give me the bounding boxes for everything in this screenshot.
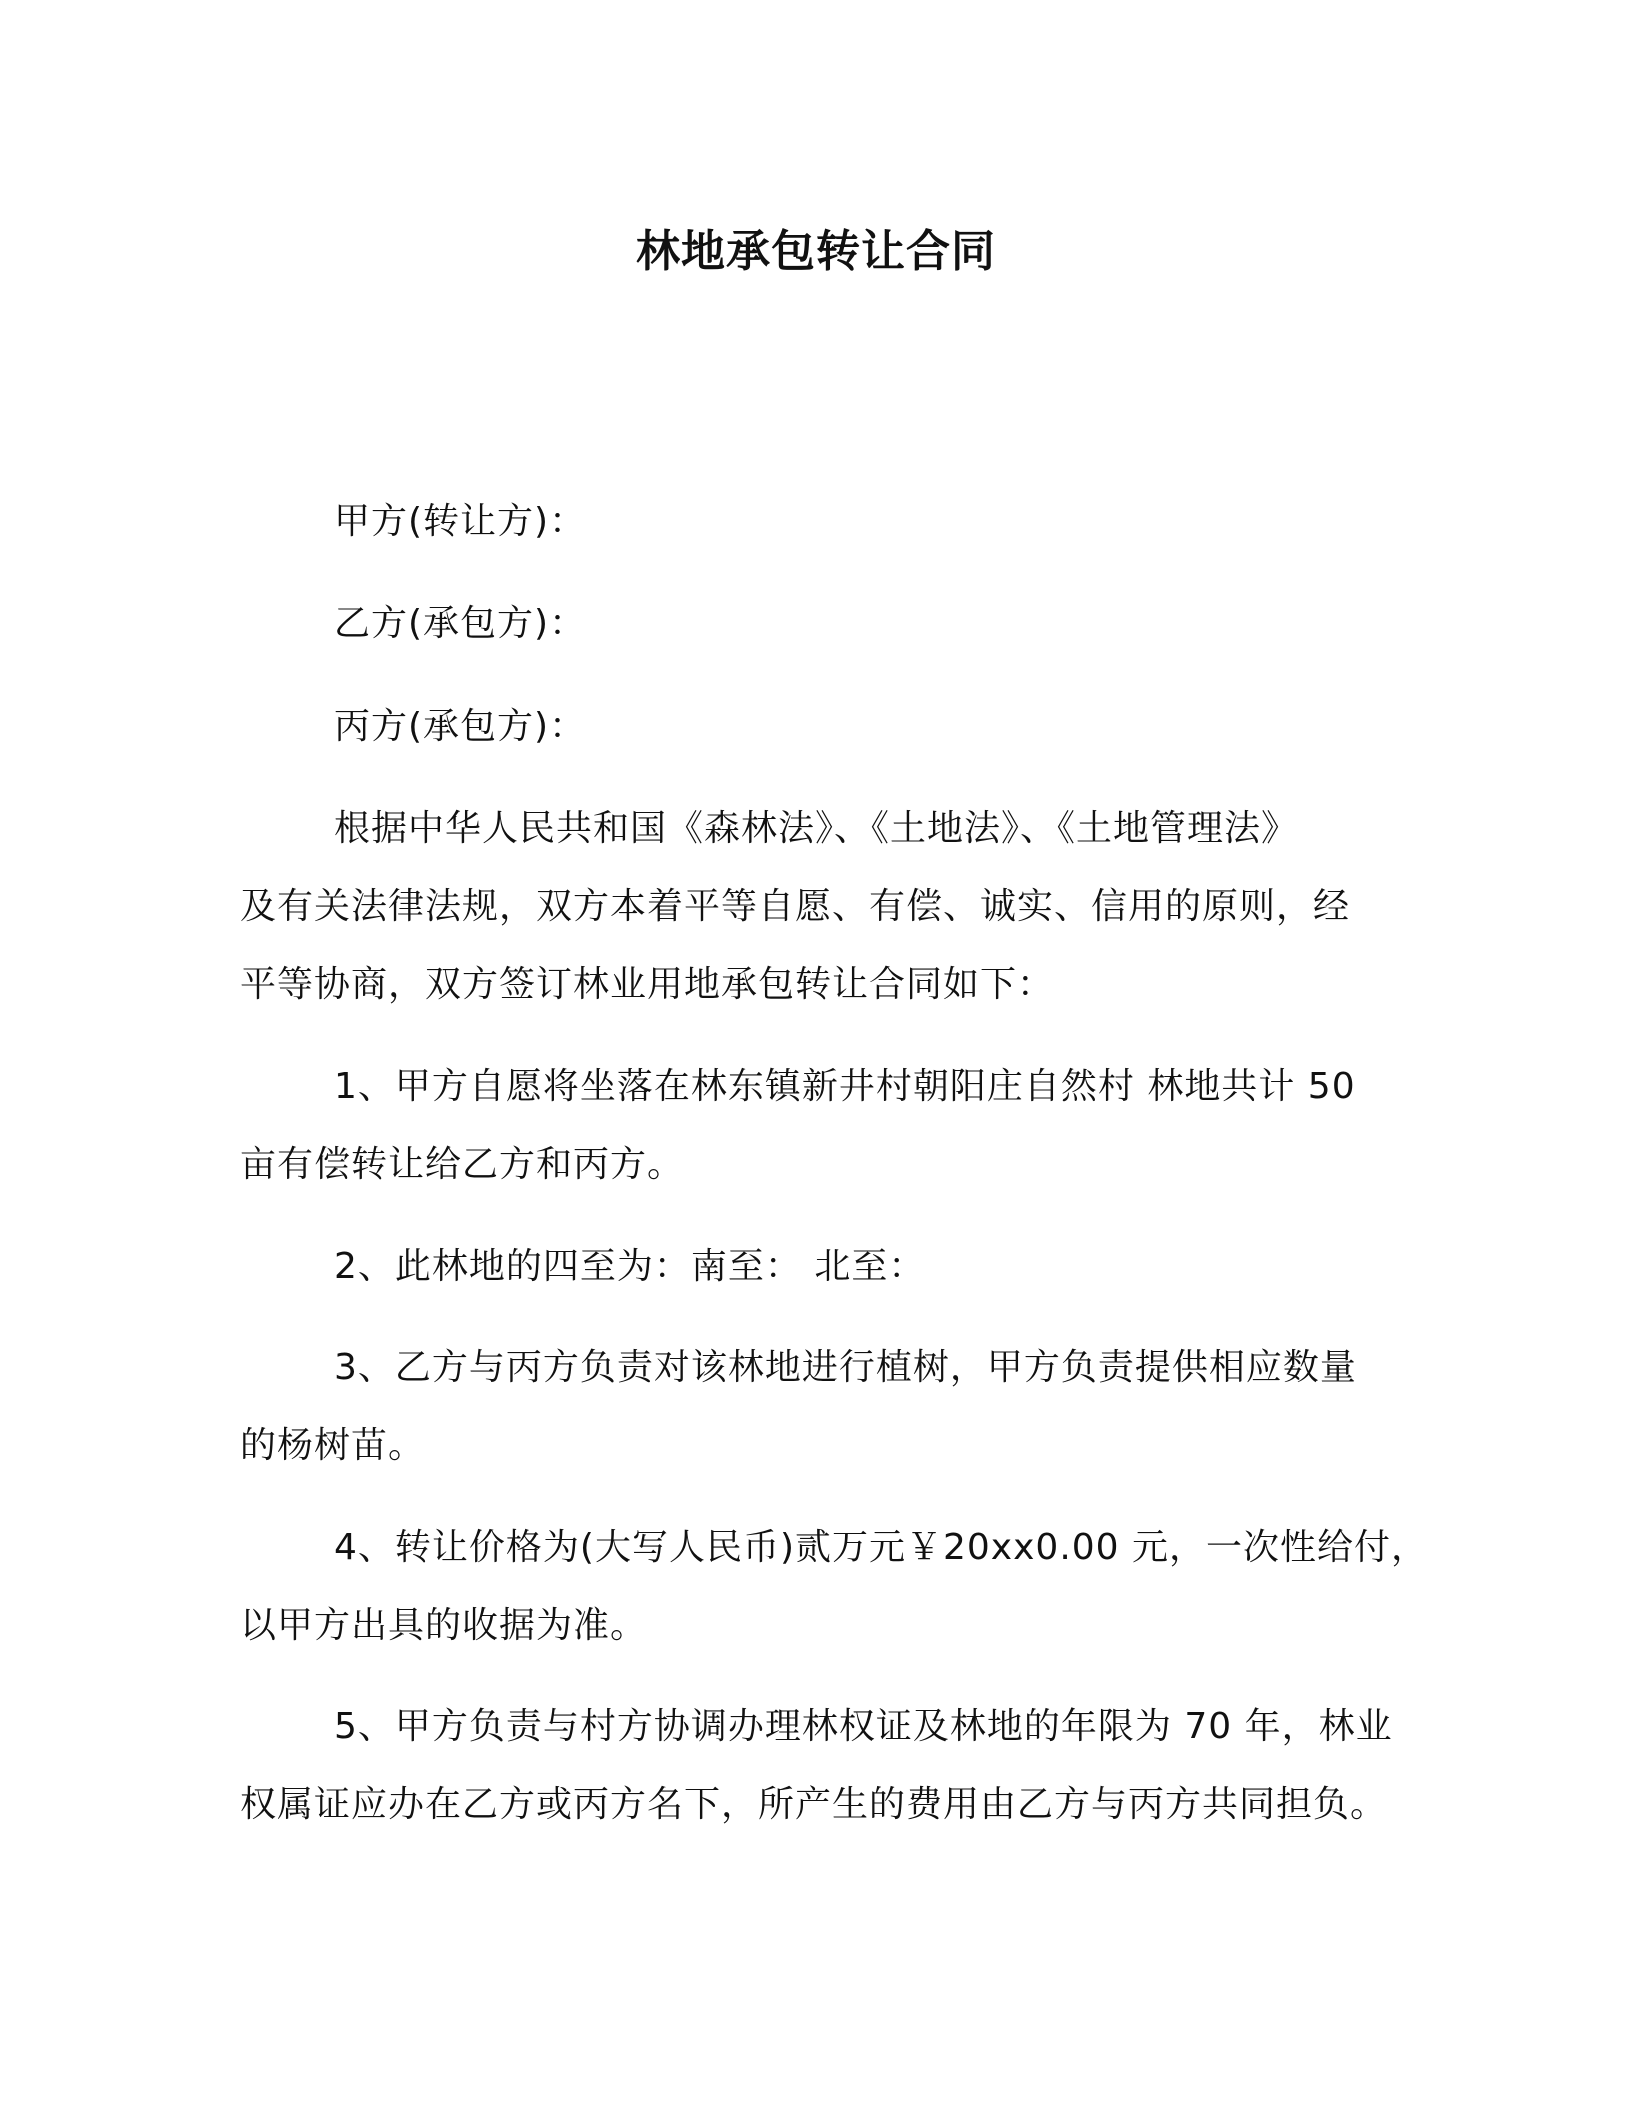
preamble-line: 根据中华人民共和国《森林法》、《土地法》、《土地管理法》 bbox=[334, 808, 1299, 849]
clause-5 bbox=[240, 1688, 1400, 1844]
document-title: 林地承包转让合同 bbox=[636, 226, 996, 277]
clause-3 bbox=[240, 1329, 1400, 1485]
clause-line: 5、甲方负责与村方协调办理林权证及林地的年限为 70 年，林业 bbox=[334, 1706, 1393, 1747]
preamble-line: 平等协商，双方签订林业用地承包转让合同如下： bbox=[240, 964, 1055, 1005]
clause-line: 2、此林地的四至为：南至： 北至： bbox=[334, 1246, 926, 1287]
party-c-label: 丙方(承包方)： bbox=[334, 706, 587, 747]
clause-line: 以甲方出具的收据为准。 bbox=[240, 1605, 648, 1646]
clause-4 bbox=[240, 1509, 1429, 1665]
party-a-label: 甲方(转让方)： bbox=[334, 501, 587, 542]
clause-line: 权属证应办在乙方或丙方名下，所产生的费用由乙方与丙方共同担负。 bbox=[240, 1784, 1388, 1825]
preamble-line: 及有关法律法规，双方本着平等自愿、有偿、诚实、信用的原则，经 bbox=[240, 886, 1351, 927]
clause-2 bbox=[240, 1228, 1400, 1306]
clause-line: 3、乙方与丙方负责对该林地进行植树，甲方负责提供相应数量 bbox=[334, 1347, 1357, 1388]
clause-line: 亩有偿转让给乙方和丙方。 bbox=[240, 1144, 685, 1185]
clause-line: 1、甲方自愿将坐落在林东镇新井村朝阳庄自然村 林地共计 50 bbox=[334, 1066, 1356, 1107]
clause-1 bbox=[240, 1048, 1400, 1204]
party-b-label: 乙方(承包方)： bbox=[334, 603, 587, 644]
preamble-paragraph bbox=[240, 790, 1400, 1024]
clause-line: 的杨树苗。 bbox=[240, 1425, 426, 1466]
clause-line: 4、转让价格为(大写人民币)贰万元￥20xx0.00 元，一次性给付， bbox=[334, 1527, 1429, 1568]
